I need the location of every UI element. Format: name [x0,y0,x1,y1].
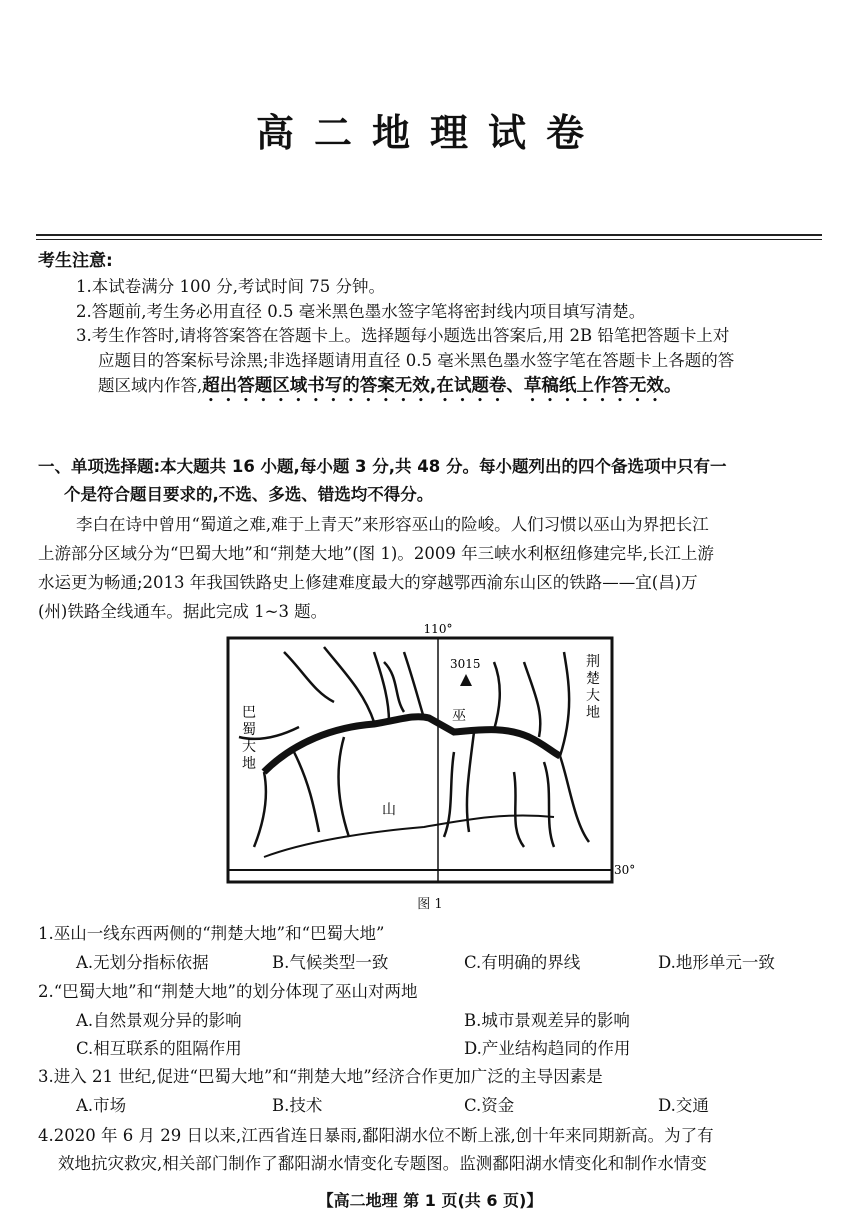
notice-item-3-tail: 题区域内作答, [98,376,203,395]
peak-elevation-label: 3015 [450,657,481,671]
figure-caption: 图 1 [417,897,443,912]
section-heading-line2: 个是符合题目要求的,不选、多选、错选均不得分。 [64,485,434,504]
yangtze-river [264,717,560,772]
label-jingchu: 荆楚大地 [586,654,600,721]
label-bashu: 巴蜀大地 [242,705,256,772]
question-1-stem: 1.巫山一线东西两侧的“荆楚大地”和“巴蜀大地” [38,924,385,943]
map-label-shan: 山 [382,802,396,818]
passage-line-3: 水运更为畅通;2013 年我国铁路史上修建难度最大的穿越鄂西渝东山区的铁路——宜(昌)万 [38,573,698,592]
longitude-label: 110° [423,622,453,636]
notice-item-3-cont: 应题目的答案标号涂黑;非选择题请用直径 0.5 毫米黑色墨水签字笔在答题卡上各题的答 [98,351,735,370]
q2-option-b: B.城市景观差异的影响 [464,1011,630,1030]
question-4-line-2: 效地抗灾救灾,相关部门制作了鄱阳湖水情变化专题图。监测鄱阳湖水情变化和制作水情变 [58,1154,707,1173]
q2-option-d: D.产业结构趋同的作用 [464,1039,631,1058]
header-rule-thin [36,239,822,240]
passage-line-2: 上游部分区域分为“巴蜀大地”和“荆楚大地”(图 1)。2009 年三峡水利枢纽修建完毕,长江上游 [38,544,714,563]
notice-emphasis: 超出答题区域书写的答案无效,在试题卷、草稿纸上作答无效。 [202,376,682,396]
notice-item-3-end [98,372,681,406]
notice-item-3: 3.考生作答时,请将答案答在答题卡上。选择题每小题选出答案后,用 2B 铅笔把答题卡上对 [76,326,730,345]
wushan-range [264,815,554,857]
notice-item-2: 2.答题前,考生务必用直径 0.5 毫米黑色墨水签字笔将密封线内项目填写清楚。 [76,302,646,321]
peak-icon [460,674,472,686]
q2-option-a: A.自然景观分异的影响 [76,1011,242,1030]
q1-option-a: A.无划分指标依据 [76,953,209,972]
notice-item-1: 1.本试卷满分 100 分,考试时间 75 分钟。 [76,277,385,296]
q1-option-c: C.有明确的界线 [464,953,581,972]
question-2-stem: 2.“巴蜀大地”和“荆楚大地”的划分体现了巫山对两地 [38,982,418,1001]
section-heading-line1: 一、单项选择题:本大题共 16 小题,每小题 3 分,共 48 分。每小题列出的四个备选项中只有一 [38,457,727,476]
figure-1-map [224,622,644,892]
notice-heading: 考生注意: [38,251,113,271]
header-rule [36,234,822,236]
q1-option-b: B.气候类型一致 [272,953,389,972]
q3-option-b: B.技术 [272,1096,323,1115]
passage-line-1: 李白在诗中曾用“蜀道之难,难于上青天”来形容巫山的险峻。人们习惯以巫山为界把长江 [76,515,709,534]
q3-option-c: C.资金 [464,1096,515,1115]
map-label-wu: 巫 [452,708,466,724]
page-footer: 【高二地理 第 1 页(共 6 页)】 [317,1191,543,1210]
question-3-stem: 3.进入 21 世纪,促进“巴蜀大地”和“荆楚大地”经济合作更加广泛的主导因素是 [38,1067,603,1086]
q3-option-a: A.市场 [76,1096,127,1115]
paper-title: 高二地理试卷 [255,111,604,155]
q1-option-d: D.地形单元一致 [658,953,775,972]
passage-line-4: (州)铁路全线通车。据此完成 1~3 题。 [38,602,328,621]
latitude-label: 30° [614,863,636,877]
q3-option-d: D.交通 [658,1096,709,1115]
q2-option-c: C.相互联系的阻隔作用 [76,1039,242,1058]
question-4-line-1: 4.2020 年 6 月 29 日以来,江西省连日暴雨,鄱阳湖水位不断上涨,创十年来同期新高。为了有 [38,1126,714,1145]
